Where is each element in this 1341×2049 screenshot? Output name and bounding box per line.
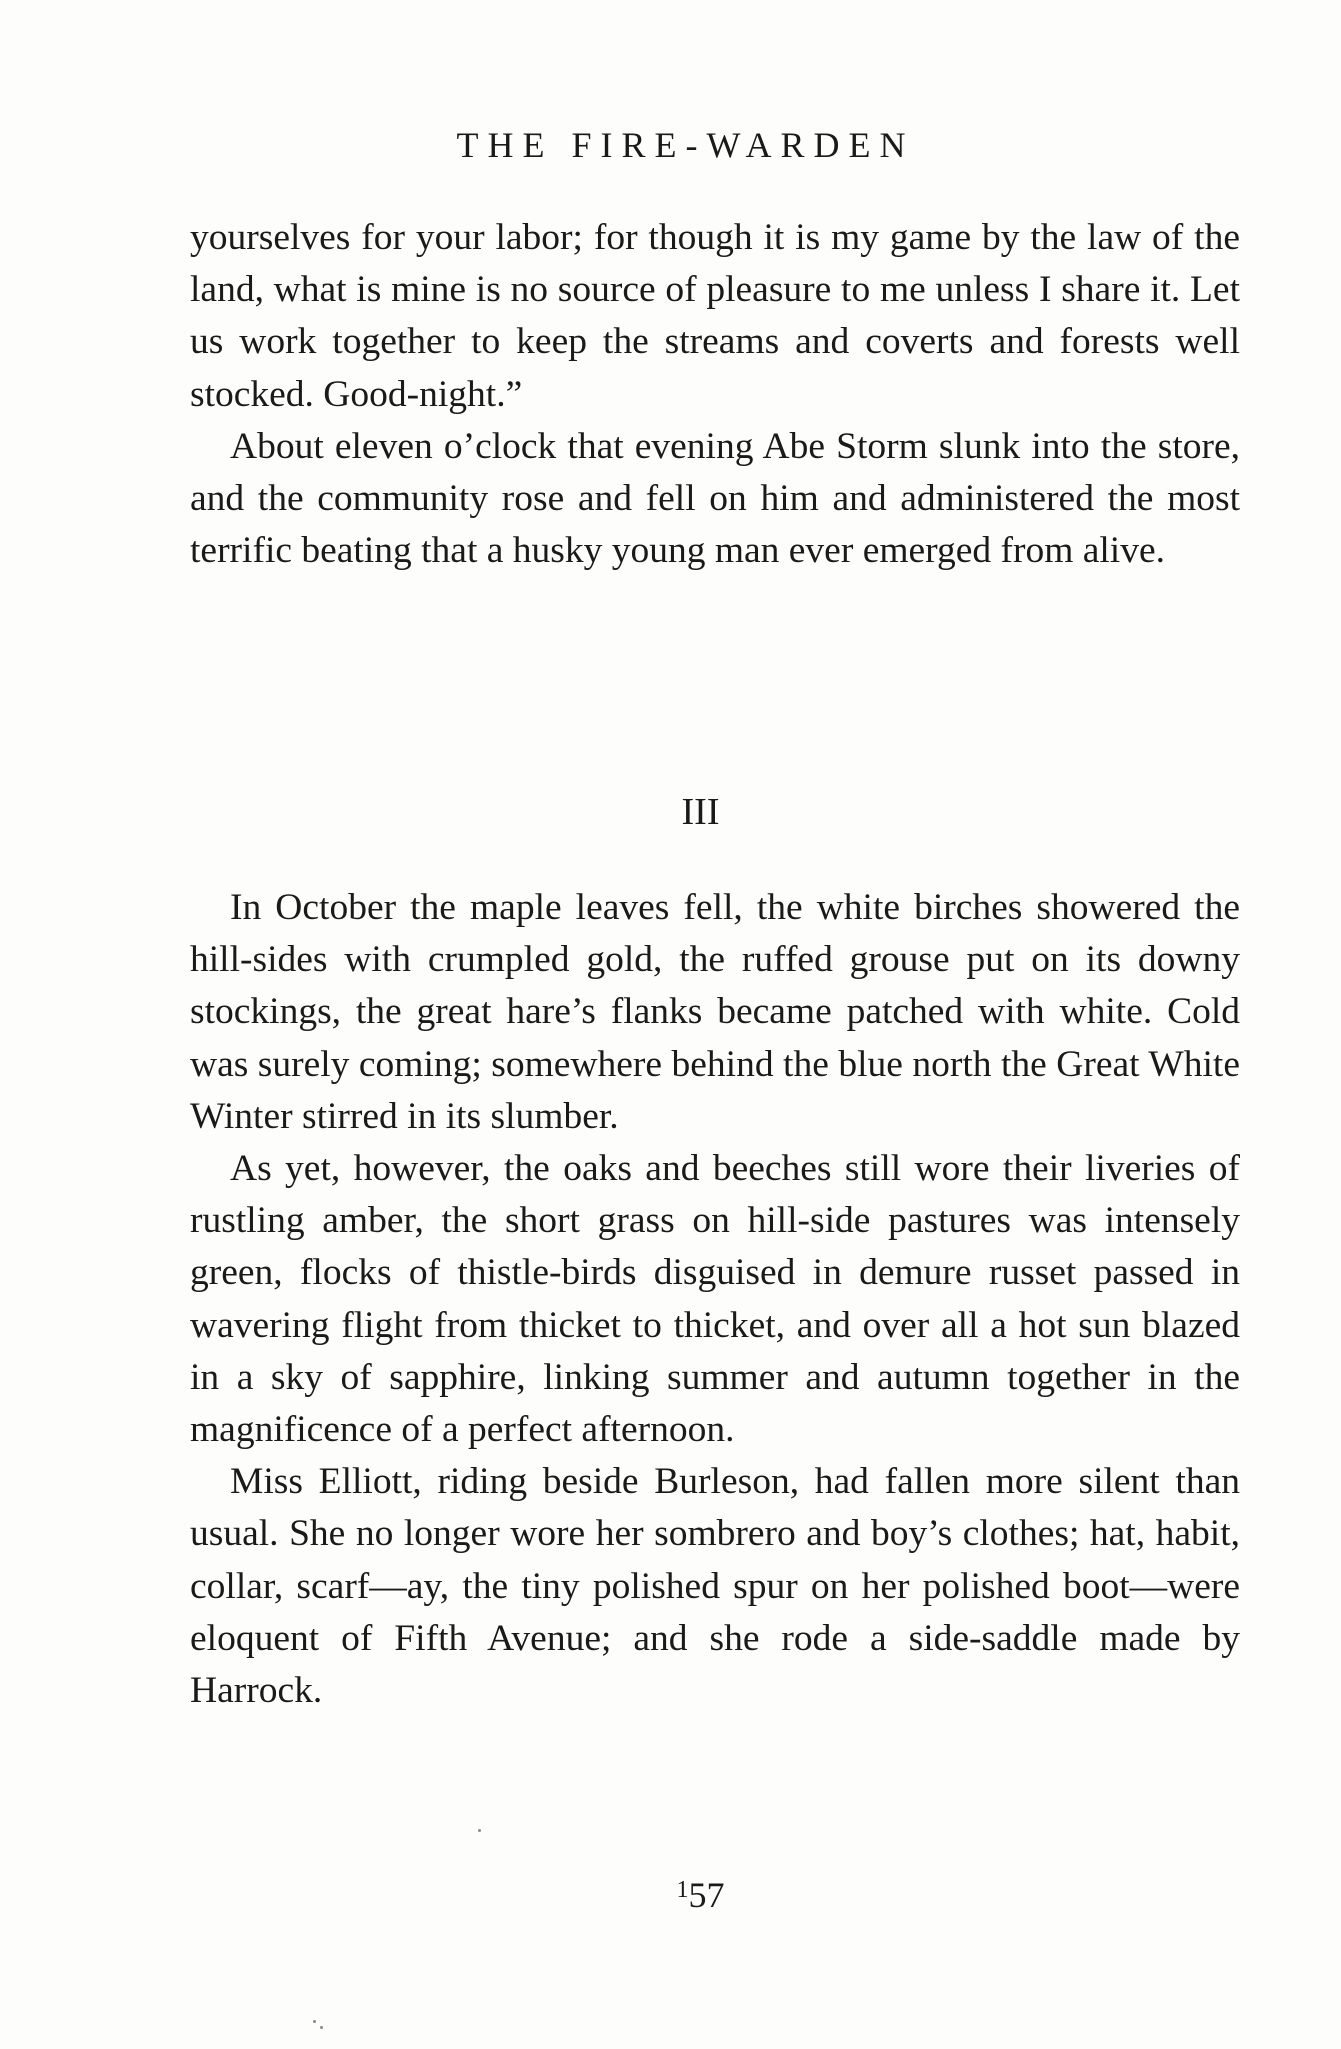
text-block-before-section [190, 212, 1240, 577]
print-speck [313, 2020, 316, 2023]
page-number [0, 1870, 1341, 1915]
print-speck [320, 2026, 323, 2029]
page-number-rest: 57 [688, 1875, 725, 1915]
text-block-section-three [190, 882, 1240, 1717]
running-head: THE FIRE-WARDEN [456, 125, 915, 165]
paragraph: Miss Elliott, riding beside Burleson, had fallen more silent than usual. She no longer wore her sombrero and boy’s clothes; hat, habit, collar, scarf—ay, the tiny polished spur on her polished boot—were eloquent of Fifth Avenue; and she rode a side-saddle made by Harrock. [190, 1461, 1240, 1712]
page-number-lead: 1 [676, 1877, 689, 1903]
paragraph-continued: yourselves for your labor; for though it is my game by the law of the land, what is mine is no source of pleasure to me unless I share it. Let us work together to keep the streams and coverts and forests well stocked. Good-night.” [190, 217, 1240, 415]
paragraph: About eleven o’clock that evening Abe Storm slunk into the store, and the community rose and fell on him and administered the most terrific beating that a husky young man ever emerged from alive. [190, 425, 1240, 572]
paragraph: As yet, however, the oaks and beeches still wore their liveries of rustling amber, the short grass on hill-side pastures was intensely green, flocks of thistle-birds disguised in demure russet passed in wavering flight from thicket to thicket, and over all a hot sun blazed in a sky of sapphire, linking summer and autumn together in the magnificence of a perfect afternoon. [190, 1148, 1240, 1451]
section-heading: III [681, 791, 720, 833]
print-speck [478, 1829, 481, 1832]
paragraph: In October the maple leaves fell, the white birches showered the hill-sides with crumpled gold, the ruffed grouse put on its downy stockings, the great hare’s flanks became patched with white. Cold was surely coming; somewhere behind the blue north the Great White Winter stirred in its slumber. [190, 887, 1240, 1137]
